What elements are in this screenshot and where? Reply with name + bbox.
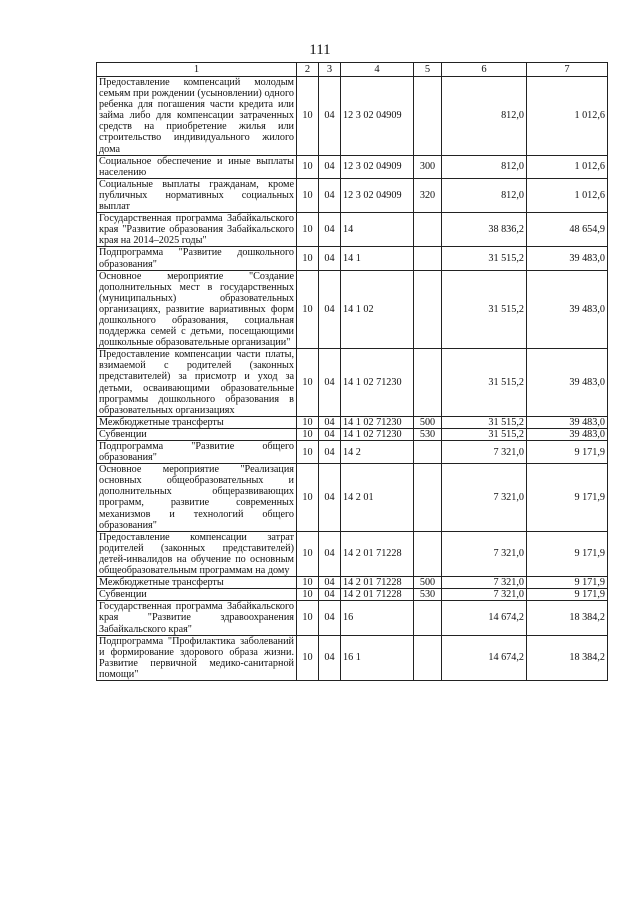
row-name-cell: Межбюджетные трансферты [97,577,297,589]
row-subsection-cell: 04 [319,247,341,270]
row-amount-col7-cell: 1 012,6 [527,178,608,212]
row-expense-type-cell [414,270,442,349]
row-amount-col7-cell: 39 483,0 [527,349,608,417]
row-target-code-cell: 12 3 02 04909 [341,155,414,178]
row-amount-col6-cell: 7 321,0 [442,577,527,589]
row-subsection-cell: 04 [319,349,341,417]
row-target-code-cell: 14 1 02 71230 [341,428,414,440]
row-expense-type-cell [414,349,442,417]
row-expense-type-cell: 500 [414,416,442,428]
table-header [97,63,608,77]
row-amount-col6-cell: 31 515,2 [442,349,527,417]
table-row [97,270,608,349]
header-col-7: 7 [527,63,608,77]
row-section-cell: 10 [297,213,319,247]
row-subsection-cell: 04 [319,416,341,428]
table-row [97,349,608,417]
row-amount-col7-cell: 1 012,6 [527,77,608,156]
row-subsection-cell: 04 [319,601,341,635]
row-target-code-cell: 14 1 [341,247,414,270]
page-number: 111 [309,42,331,58]
row-amount-col7-cell: 9 171,9 [527,589,608,601]
row-amount-col7-cell: 39 483,0 [527,416,608,428]
table-row [97,77,608,156]
table-row [97,441,608,464]
row-target-code-cell: 14 1 02 71230 [341,416,414,428]
row-amount-col6-cell: 14 674,2 [442,635,527,680]
row-section-cell: 10 [297,464,319,532]
header-col-6: 6 [442,63,527,77]
row-amount-col6-cell: 812,0 [442,178,527,212]
row-target-code-cell: 14 2 01 [341,464,414,532]
row-subsection-cell: 04 [319,270,341,349]
table-row [97,428,608,440]
row-target-code-cell: 12 3 02 04909 [341,178,414,212]
row-expense-type-cell: 530 [414,428,442,440]
row-expense-type-cell [414,441,442,464]
row-section-cell: 10 [297,428,319,440]
row-target-code-cell: 12 3 02 04909 [341,77,414,156]
row-expense-type-cell [414,213,442,247]
row-target-code-cell: 14 2 01 71228 [341,577,414,589]
row-subsection-cell: 04 [319,428,341,440]
row-section-cell: 10 [297,589,319,601]
row-name-cell: Социальные выплаты гражданам, кроме публичных нормативных социальных выплат [97,178,297,212]
row-expense-type-cell [414,77,442,156]
row-amount-col7-cell: 1 012,6 [527,155,608,178]
row-section-cell: 10 [297,635,319,680]
row-name-cell: Основное мероприятие "Создание дополнительных мест в государственных (муниципальных) образовательных организациях, развитие вариативных форм дошкольного образования, социальная поддержка семей с детьми, посещающими дошкольные образовательные организации" [97,270,297,349]
row-name-cell: Предоставление компенсации части платы, взимаемой с родителей (законных представителей) за присмотр и уход за детьми, осваивающими образовательные программы дошкольного образования в образовательных организациях [97,349,297,417]
table-row [97,589,608,601]
row-amount-col7-cell: 48 654,9 [527,213,608,247]
header-col-4: 4 [341,63,414,77]
row-expense-type-cell: 500 [414,577,442,589]
row-subsection-cell: 04 [319,77,341,156]
row-section-cell: 10 [297,77,319,156]
row-name-cell: Государственная программа Забайкальского края "Развитие здравоохранения Забайкальского края" [97,601,297,635]
row-amount-col6-cell: 7 321,0 [442,589,527,601]
row-amount-col7-cell: 9 171,9 [527,531,608,576]
row-amount-col6-cell: 7 321,0 [442,531,527,576]
row-amount-col7-cell: 39 483,0 [527,428,608,440]
row-section-cell: 10 [297,531,319,576]
row-name-cell: Подпрограмма "Профилактика заболеваний и формирование здорового образа жизни. Развитие первичной медико-санитарной помощи" [97,635,297,680]
table-row [97,601,608,635]
row-section-cell: 10 [297,155,319,178]
row-amount-col6-cell: 7 321,0 [442,464,527,532]
row-section-cell: 10 [297,577,319,589]
table-row [97,178,608,212]
row-amount-col7-cell: 39 483,0 [527,270,608,349]
row-name-cell: Предоставление компенсаций молодым семьям при рождении (усыновлении) одного ребенка для погашения части кредита или займа либо для компенсации затраченных средств на приобретение жилья или строительство индивидуального жилого дома [97,77,297,156]
row-name-cell: Межбюджетные трансферты [97,416,297,428]
budget-table [96,62,608,681]
table-row [97,635,608,680]
row-target-code-cell: 14 2 01 71228 [341,531,414,576]
row-expense-type-cell [414,464,442,532]
row-subsection-cell: 04 [319,464,341,532]
table-row [97,531,608,576]
row-target-code-cell: 14 1 02 [341,270,414,349]
row-amount-col7-cell: 9 171,9 [527,441,608,464]
row-section-cell: 10 [297,349,319,417]
row-amount-col6-cell: 812,0 [442,77,527,156]
row-amount-col6-cell: 31 515,2 [442,416,527,428]
row-amount-col7-cell: 9 171,9 [527,577,608,589]
row-name-cell: Основное мероприятие "Реализация основных общеобразовательных и дополнительных общеразвивающих программ, развитие современных механизмов и технологий общего образования" [97,464,297,532]
row-expense-type-cell: 320 [414,178,442,212]
row-amount-col7-cell: 18 384,2 [527,601,608,635]
row-amount-col6-cell: 7 321,0 [442,441,527,464]
row-target-code-cell: 16 [341,601,414,635]
row-amount-col6-cell: 31 515,2 [442,247,527,270]
row-amount-col7-cell: 18 384,2 [527,635,608,680]
row-expense-type-cell [414,531,442,576]
header-col-2: 2 [297,63,319,77]
row-section-cell: 10 [297,416,319,428]
row-name-cell: Субвенции [97,428,297,440]
row-expense-type-cell [414,601,442,635]
row-subsection-cell: 04 [319,155,341,178]
header-col-1: 1 [97,63,297,77]
header-row [97,63,608,77]
row-target-code-cell: 14 1 02 71230 [341,349,414,417]
row-name-cell: Субвенции [97,589,297,601]
row-subsection-cell: 04 [319,213,341,247]
row-section-cell: 10 [297,601,319,635]
row-name-cell: Государственная программа Забайкальского края "Развитие образования Забайкальского края на 2014–2025 годы" [97,213,297,247]
row-expense-type-cell: 530 [414,589,442,601]
row-amount-col7-cell: 39 483,0 [527,247,608,270]
row-expense-type-cell [414,635,442,680]
row-amount-col6-cell: 38 836,2 [442,213,527,247]
table-row [97,577,608,589]
row-target-code-cell: 14 [341,213,414,247]
header-col-5: 5 [414,63,442,77]
row-amount-col6-cell: 31 515,2 [442,428,527,440]
row-name-cell: Подпрограмма "Развитие общего образования" [97,441,297,464]
row-section-cell: 10 [297,178,319,212]
table-row [97,416,608,428]
row-section-cell: 10 [297,441,319,464]
row-subsection-cell: 04 [319,577,341,589]
table-row [97,247,608,270]
row-expense-type-cell [414,247,442,270]
row-subsection-cell: 04 [319,635,341,680]
row-subsection-cell: 04 [319,589,341,601]
row-section-cell: 10 [297,270,319,349]
row-target-code-cell: 16 1 [341,635,414,680]
table-row [97,464,608,532]
row-subsection-cell: 04 [319,178,341,212]
row-name-cell: Предоставление компенсации затрат родителей (законных представителей) детей-инвалидов на обучение по основным общеобразовательным программам на дому [97,531,297,576]
row-amount-col6-cell: 14 674,2 [442,601,527,635]
table-row [97,155,608,178]
row-name-cell: Социальное обеспечение и иные выплаты населению [97,155,297,178]
row-amount-col6-cell: 812,0 [442,155,527,178]
header-col-3: 3 [319,63,341,77]
row-target-code-cell: 14 2 01 71228 [341,589,414,601]
row-amount-col7-cell: 9 171,9 [527,464,608,532]
row-amount-col6-cell: 31 515,2 [442,270,527,349]
row-section-cell: 10 [297,247,319,270]
table-body [97,77,608,681]
row-expense-type-cell: 300 [414,155,442,178]
row-subsection-cell: 04 [319,531,341,576]
row-target-code-cell: 14 2 [341,441,414,464]
row-name-cell: Подпрограмма "Развитие дошкольного образования" [97,247,297,270]
table-row [97,213,608,247]
row-subsection-cell: 04 [319,441,341,464]
